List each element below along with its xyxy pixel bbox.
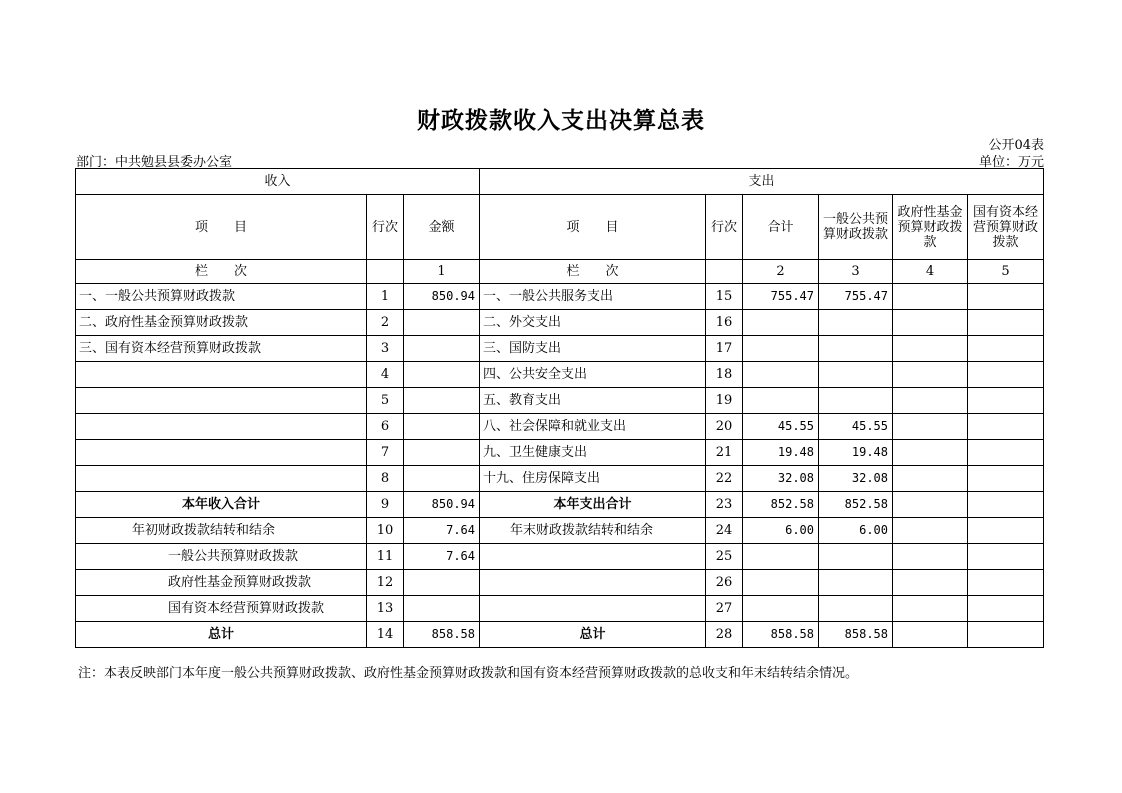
expense-total-cell: 852.58 (743, 492, 819, 518)
income-section-header: 收入 (76, 169, 480, 195)
expense-item-cell (480, 544, 706, 570)
col-number: 5 (968, 260, 1044, 284)
income-row-no-cell: 5 (367, 388, 404, 414)
income-row-no-header: 行次 (367, 195, 404, 260)
expense-fund-cell (893, 310, 968, 336)
expense-state-header: 国有资本经营预算财政拨款 (968, 195, 1044, 260)
expense-state-cell (968, 492, 1044, 518)
expense-item-cell: 本年支出合计 (480, 492, 706, 518)
table-row (76, 388, 1044, 414)
income-item-cell (76, 362, 367, 388)
income-row-no-cell: 14 (367, 622, 404, 648)
col-number: 3 (819, 260, 893, 284)
income-item-cell: 政府性基金预算财政拨款 (76, 570, 367, 596)
expense-general-header: 一般公共预算财政拨款 (819, 195, 893, 260)
table-row (76, 622, 1044, 648)
expense-col-label: 栏 次 (480, 260, 706, 284)
expense-item-cell: 三、国防支出 (480, 336, 706, 362)
income-row-no-cell: 11 (367, 544, 404, 570)
expense-row-no-cell: 25 (706, 544, 743, 570)
expense-total-cell: 45.55 (743, 414, 819, 440)
income-amount-header: 金额 (404, 195, 480, 260)
expense-row-no-cell: 17 (706, 336, 743, 362)
income-amount-cell (404, 440, 480, 466)
income-item-cell (76, 466, 367, 492)
expense-row-no-cell: 18 (706, 362, 743, 388)
expense-item-cell: 八、社会保障和就业支出 (480, 414, 706, 440)
expense-fund-cell (893, 622, 968, 648)
expense-general-cell (819, 336, 893, 362)
income-row-no-cell: 13 (367, 596, 404, 622)
expense-item-cell: 年末财政拨款结转和结余 (480, 518, 706, 544)
table-row (76, 284, 1044, 310)
expense-total-cell (743, 310, 819, 336)
col-number: 1 (404, 260, 480, 284)
expense-fund-cell (893, 544, 968, 570)
expense-row-no-cell: 27 (706, 596, 743, 622)
expense-col-blank (706, 260, 743, 284)
expense-fund-cell (893, 336, 968, 362)
expense-item-cell (480, 570, 706, 596)
expense-total-cell: 6.00 (743, 518, 819, 544)
income-item-cell: 总计 (76, 622, 367, 648)
income-row-no-cell: 6 (367, 414, 404, 440)
expense-general-cell: 6.00 (819, 518, 893, 544)
income-item-cell: 二、政府性基金预算财政拨款 (76, 310, 367, 336)
expense-state-cell (968, 570, 1044, 596)
expense-total-cell: 858.58 (743, 622, 819, 648)
expense-state-cell (968, 362, 1044, 388)
expense-section-header: 支出 (480, 169, 1044, 195)
expense-fund-cell (893, 362, 968, 388)
expense-fund-cell (893, 414, 968, 440)
income-row-no-cell: 2 (367, 310, 404, 336)
expense-row-no-cell: 26 (706, 570, 743, 596)
income-item-cell (76, 388, 367, 414)
expense-state-cell (968, 466, 1044, 492)
income-item-cell: 一般公共预算财政拨款 (76, 544, 367, 570)
expense-total-cell (743, 336, 819, 362)
table-row (76, 336, 1044, 362)
income-item-cell: 国有资本经营预算财政拨款 (76, 596, 367, 622)
table-row (76, 492, 1044, 518)
expense-fund-cell (893, 596, 968, 622)
expense-fund-cell (893, 388, 968, 414)
expense-general-cell: 755.47 (819, 284, 893, 310)
expense-general-cell: 19.48 (819, 440, 893, 466)
form-code: 公开04表 (988, 138, 1044, 153)
expense-fund-cell (893, 492, 968, 518)
expense-general-cell: 45.55 (819, 414, 893, 440)
department-label: 部门：中共勉县县委办公室 (76, 155, 233, 170)
income-row-no-cell: 9 (367, 492, 404, 518)
expense-state-cell (968, 440, 1044, 466)
income-item-cell: 一、一般公共预算财政拨款 (76, 284, 367, 310)
income-item-cell (76, 440, 367, 466)
expense-general-cell (819, 544, 893, 570)
expense-general-cell (819, 310, 893, 336)
expense-state-cell (968, 622, 1044, 648)
expense-item-cell: 总计 (480, 622, 706, 648)
expense-item-cell: 五、教育支出 (480, 388, 706, 414)
expense-row-no-cell: 28 (706, 622, 743, 648)
expense-item-cell: 二、外交支出 (480, 310, 706, 336)
expense-general-cell (819, 570, 893, 596)
expense-fund-cell (893, 440, 968, 466)
expense-fund-cell (893, 518, 968, 544)
expense-item-cell: 十九、住房保障支出 (480, 466, 706, 492)
expense-total-cell: 755.47 (743, 284, 819, 310)
income-amount-cell (404, 362, 480, 388)
expense-row-no-cell: 19 (706, 388, 743, 414)
expense-item-cell (480, 596, 706, 622)
income-item-cell: 本年收入合计 (76, 492, 367, 518)
col-number: 2 (743, 260, 819, 284)
expense-item-cell: 九、卫生健康支出 (480, 440, 706, 466)
expense-general-cell: 32.08 (819, 466, 893, 492)
expense-state-cell (968, 518, 1044, 544)
expense-total-cell: 32.08 (743, 466, 819, 492)
table-row (76, 440, 1044, 466)
income-item-header: 项 目 (76, 195, 367, 260)
expense-general-cell: 852.58 (819, 492, 893, 518)
col-number: 4 (893, 260, 968, 284)
fiscal-summary-table (75, 168, 1044, 648)
expense-total-cell (743, 570, 819, 596)
income-row-no-cell: 3 (367, 336, 404, 362)
income-amount-cell: 858.58 (404, 622, 480, 648)
table-row (76, 544, 1044, 570)
expense-row-no-cell: 24 (706, 518, 743, 544)
table-row (76, 570, 1044, 596)
expense-state-cell (968, 284, 1044, 310)
expense-row-no-cell: 21 (706, 440, 743, 466)
expense-state-cell (968, 544, 1044, 570)
expense-state-cell (968, 596, 1044, 622)
unit-label: 单位：万元 (978, 155, 1044, 170)
income-row-no-cell: 1 (367, 284, 404, 310)
expense-fund-header: 政府性基金预算财政拨款 (893, 195, 968, 260)
expense-state-cell (968, 336, 1044, 362)
expense-total-cell (743, 596, 819, 622)
expense-row-no-cell: 20 (706, 414, 743, 440)
page-title: 财政拨款收入支出决算总表 (417, 107, 705, 134)
income-row-no-cell: 10 (367, 518, 404, 544)
footnote: 注：本表反映部门本年度一般公共预算财政拨款、政府性基金预算财政拨款和国有资本经营预算财政拨款的总收支和年末结转结余情况。 (78, 666, 859, 681)
expense-row-no-cell: 23 (706, 492, 743, 518)
expense-fund-cell (893, 570, 968, 596)
expense-general-cell: 858.58 (819, 622, 893, 648)
expense-state-cell (968, 414, 1044, 440)
income-row-no-cell: 12 (367, 570, 404, 596)
income-col-blank (367, 260, 404, 284)
expense-fund-cell (893, 466, 968, 492)
expense-row-no-cell: 15 (706, 284, 743, 310)
expense-state-cell (968, 388, 1044, 414)
table-row (76, 596, 1044, 622)
expense-general-cell (819, 388, 893, 414)
income-amount-cell: 7.64 (404, 518, 480, 544)
income-row-no-cell: 4 (367, 362, 404, 388)
expense-total-cell (743, 362, 819, 388)
expense-item-cell: 四、公共安全支出 (480, 362, 706, 388)
table-row (76, 362, 1044, 388)
income-item-cell (76, 414, 367, 440)
expense-total-cell (743, 388, 819, 414)
table-row (76, 310, 1044, 336)
income-row-no-cell: 8 (367, 466, 404, 492)
expense-fund-cell (893, 284, 968, 310)
expense-item-cell: 一、一般公共服务支出 (480, 284, 706, 310)
income-amount-cell (404, 336, 480, 362)
expense-state-cell (968, 310, 1044, 336)
income-item-cell: 三、国有资本经营预算财政拨款 (76, 336, 367, 362)
income-col-label: 栏 次 (76, 260, 367, 284)
expense-row-no-header: 行次 (706, 195, 743, 260)
expense-item-header: 项 目 (480, 195, 706, 260)
income-amount-cell (404, 388, 480, 414)
table-row (76, 414, 1044, 440)
income-amount-cell (404, 310, 480, 336)
expense-row-no-cell: 16 (706, 310, 743, 336)
income-amount-cell (404, 466, 480, 492)
income-amount-cell: 7.64 (404, 544, 480, 570)
expense-general-cell (819, 362, 893, 388)
table-row (76, 466, 1044, 492)
expense-total-cell (743, 544, 819, 570)
table-row (76, 518, 1044, 544)
expense-row-no-cell: 22 (706, 466, 743, 492)
income-amount-cell: 850.94 (404, 492, 480, 518)
expense-total-cell: 19.48 (743, 440, 819, 466)
income-row-no-cell: 7 (367, 440, 404, 466)
income-amount-cell: 850.94 (404, 284, 480, 310)
income-amount-cell (404, 596, 480, 622)
income-amount-cell (404, 570, 480, 596)
expense-general-cell (819, 596, 893, 622)
income-item-cell: 年初财政拨款结转和结余 (76, 518, 367, 544)
income-amount-cell (404, 414, 480, 440)
expense-total-header: 合计 (743, 195, 819, 260)
